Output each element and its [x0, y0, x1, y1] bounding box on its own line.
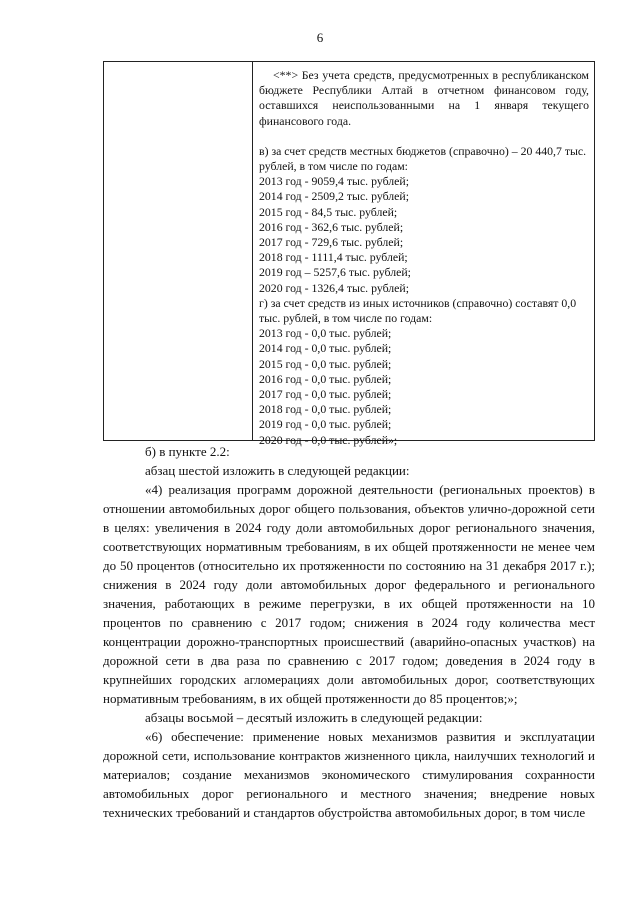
paragraph-intro: абзац шестой изложить в следующей редакции:: [145, 463, 410, 478]
amendment-paragraph: «6) обеспечение: применение новых механизмов развития и эксплуатации дорожной сети, использование контрактов жизненного цикла, наилучших технологий и материалов; создание механизмов экономического стимулирования сохранности автомобильных дорог регионального и местного значения; внедрение новых технических требований и стандартов обустройства автомобильных дорог, в том числе: [103, 729, 595, 820]
document-body: [103, 442, 595, 822]
local-year-line: 2018 год - 1111,4 тыс. рублей;: [259, 250, 408, 265]
other-year-line: 2016 год - 0,0 тыс. рублей;: [259, 371, 392, 386]
other-year-line: 2020 год - 0,0 тыс. рублей»;: [259, 432, 398, 447]
other-year-line: 2019 год - 0,0 тыс. рублей;: [259, 417, 392, 432]
point-label: б) в пункте 2.2:: [145, 444, 230, 459]
footnote-text: <**> Без учета средств, предусмотренных в республиканском бюджете Республики Алтай в отчетном финансовом году, оставшихся неиспользованными на 1 января текущего финансового года.: [259, 68, 589, 128]
local-year-line: 2017 год - 729,6 тыс. рублей;: [259, 235, 404, 250]
other-year-line: 2014 год - 0,0 тыс. рублей;: [259, 341, 392, 356]
local-year-line: 2015 год - 84,5 тыс. рублей;: [259, 204, 398, 219]
paragraph-intro: абзацы восьмой – десятый изложить в следующей редакции:: [145, 710, 483, 725]
local-year-line: 2019 год – 5257,6 тыс. рублей;: [259, 265, 411, 280]
other-sources-heading: г) за счет средств из иных источников (справочно) составят 0,0 тыс. рублей, в том числе по годам:: [259, 295, 577, 326]
local-year-line: 2014 год - 2509,2 тыс. рублей;: [259, 189, 409, 204]
local-year-line: 2020 год - 1326,4 тыс. рублей;: [259, 280, 409, 295]
other-year-line: 2018 год - 0,0 тыс. рублей;: [259, 402, 392, 417]
amendment-paragraph: «4) реализация программ дорожной деятельности (региональных проектов) в отношении автомобильных дорог общего пользования, объектов улично-дорожной сети в целях: увеличения в 2024 году доли автомобильных дорог регионального значения, соответствующих нормативным требованиям, в их общей протяженности не менее чем до 50 процентов (относительно их протяженности по состоянию на 31 декабря 2017 г.); снижения в 2024 году доли автомобильных дорог федерального и регионального значения, работающих в режиме перегрузки, в их общей протяженности на 10 процентов по сравнению с 2017 годом; снижения в 2024 году количества мест концентрации дорожно-транспортных происшествий (аварийно-опасных участков) на дорожной сети в два раза по сравнению с 2017 годом; доведения в 2024 году в крупнейших городских агломерациях доли автомобильных дорог, соответствующих нормативным требованиям, в их общей протяженности до 85 процентов;»;: [103, 482, 595, 706]
page-number: 6: [316, 30, 324, 45]
other-year-line: 2017 год - 0,0 тыс. рублей;: [259, 387, 392, 402]
financing-table: [103, 61, 595, 447]
other-year-line: 2013 год - 0,0 тыс. рублей;: [259, 326, 392, 341]
local-budget-heading: в) за счет средств местных бюджетов (справочно) – 20 440,7 тыс. рублей, в том числе по годам:: [259, 143, 587, 174]
local-year-line: 2016 год - 362,6 тыс. рублей;: [259, 219, 404, 234]
table-column-divider: [252, 62, 253, 440]
local-year-line: 2013 год - 9059,4 тыс. рублей;: [259, 174, 409, 189]
other-year-line: 2015 год - 0,0 тыс. рублей;: [259, 356, 392, 371]
financing-cell: [259, 68, 589, 448]
